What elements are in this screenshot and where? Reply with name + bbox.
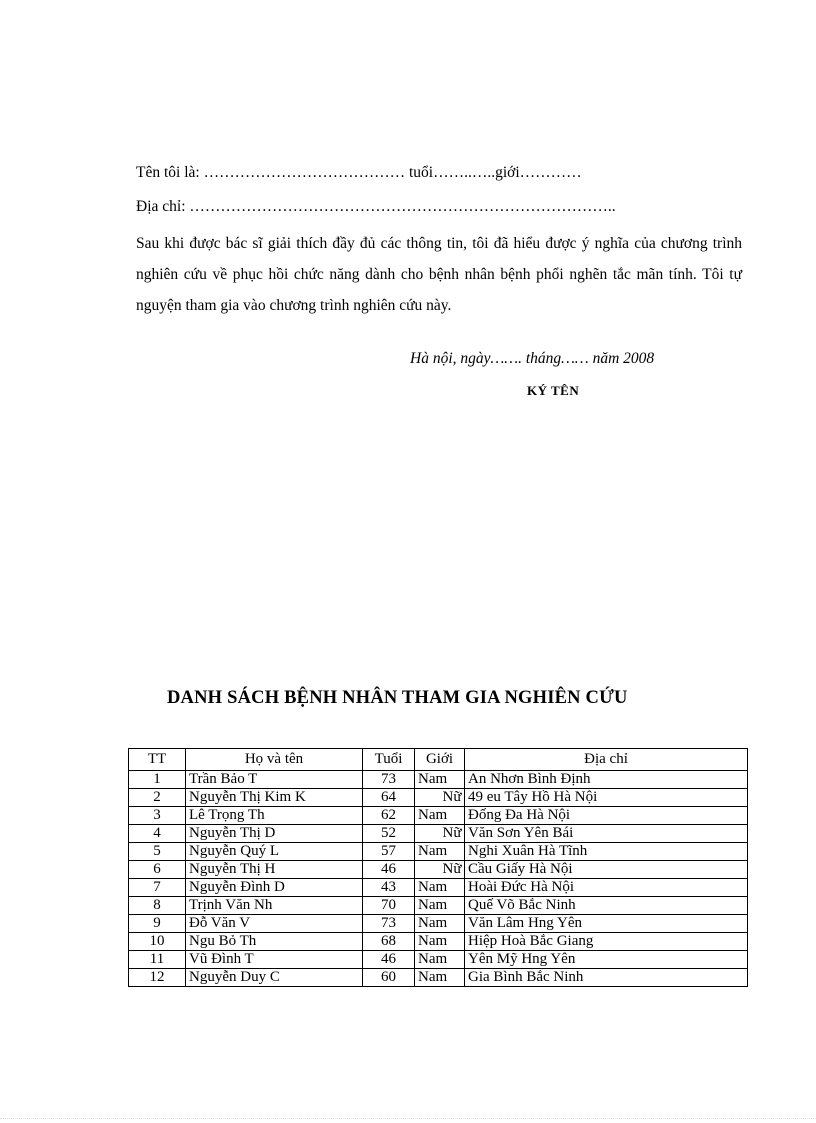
row-tt: 6: [129, 861, 186, 879]
row-age: 68: [363, 933, 415, 951]
row-address: Cầu Giấy Hà Nội: [465, 861, 748, 879]
row-sex-male: Nam: [415, 879, 440, 897]
table-row: [129, 879, 748, 897]
row-sex-male: Nam: [415, 771, 440, 789]
row-sex-male: Nam: [415, 807, 440, 825]
row-age: 62: [363, 807, 415, 825]
row-sex-male: [415, 789, 440, 807]
row-address: Quế Võ Bắc Ninh: [465, 897, 748, 915]
row-age: 64: [363, 789, 415, 807]
row-address: Hiệp Hoà Bắc Giang: [465, 933, 748, 951]
row-sex-male: [415, 825, 440, 843]
row-sex-female: Nữ: [440, 825, 465, 843]
row-address: Văn Lâm Hng Yên: [465, 915, 748, 933]
row-name: Nguyễn Thị Kim K: [186, 789, 363, 807]
table-body: [129, 771, 748, 987]
signature-label: KÝ TÊN: [527, 383, 580, 398]
row-name: Trịnh Văn Nh: [186, 897, 363, 915]
row-name: Trần Bảo T: [186, 771, 363, 789]
row-sex-male: [415, 861, 440, 879]
header-tt: TT: [129, 749, 186, 771]
page-bottom-rule: [0, 1118, 816, 1119]
date-line: Hà nội, ngày……. tháng…… năm 2008: [410, 350, 655, 367]
row-age: 73: [363, 771, 415, 789]
row-tt: 11: [129, 951, 186, 969]
row-tt: 2: [129, 789, 186, 807]
row-age: 43: [363, 879, 415, 897]
row-address: Đống Đa Hà Nội: [465, 807, 748, 825]
row-name: Ngu Bỏ Th: [186, 933, 363, 951]
table-row: [129, 969, 748, 987]
table-row: [129, 771, 748, 789]
patient-list-title: DANH SÁCH BỆNH NHÂN THAM GIA NGHIÊN CỨU: [167, 688, 628, 708]
row-address: 49 eu Tây Hồ Hà Nội: [465, 789, 748, 807]
row-sex-male: Nam: [415, 897, 440, 915]
row-name: Nguyễn Duy C: [186, 969, 363, 987]
table-row: [129, 861, 748, 879]
name-age-sex-line: Tên tôi là: ………………………………… tuổi……..…..giới…………: [136, 164, 582, 181]
row-name: Nguyễn Thị H: [186, 861, 363, 879]
row-sex-male: Nam: [415, 951, 440, 969]
row-address: Nghi Xuân Hà Tĩnh: [465, 843, 748, 861]
row-age: 70: [363, 897, 415, 915]
row-sex-male: Nam: [415, 933, 440, 951]
row-tt: 5: [129, 843, 186, 861]
table-row: [129, 897, 748, 915]
row-tt: 12: [129, 969, 186, 987]
row-sex-male: Nam: [415, 915, 440, 933]
row-name: Lê Trọng Th: [186, 807, 363, 825]
header-address: Địa chỉ: [465, 749, 748, 771]
table-row: [129, 807, 748, 825]
row-address: Văn Sơn Yên Bái: [465, 825, 748, 843]
row-age: 57: [363, 843, 415, 861]
row-sex-male: Nam: [415, 843, 440, 861]
consent-paragraph: Sau khi được bác sĩ giải thích đầy đủ các thông tin, tôi đã hiểu được ý nghĩa của chương trình nghiên cứu về phục hồi chức năng dành cho bệnh nhân bệnh phổi nghẽn tắc mãn tính. Tôi tự nguyện tham gia vào chương trình nghiên cứu này.: [136, 235, 742, 314]
table-row: [129, 843, 748, 861]
table-row: [129, 933, 748, 951]
row-sex-female: Nữ: [440, 861, 465, 879]
row-address: Hoài Đức Hà Nội: [465, 879, 748, 897]
row-tt: 3: [129, 807, 186, 825]
table-row: [129, 915, 748, 933]
table-header-row: [129, 749, 748, 771]
row-tt: 4: [129, 825, 186, 843]
row-age: 46: [363, 951, 415, 969]
row-tt: 7: [129, 879, 186, 897]
header-age: Tuổi: [363, 749, 415, 771]
row-tt: 8: [129, 897, 186, 915]
patient-table: [128, 748, 748, 987]
row-name: Nguyễn Đình D: [186, 879, 363, 897]
table-row: [129, 789, 748, 807]
header-name: Họ và tên: [186, 749, 363, 771]
row-age: 52: [363, 825, 415, 843]
row-address: Yên Mỹ Hng Yên: [465, 951, 748, 969]
row-name: Nguyễn Quý L: [186, 843, 363, 861]
row-name: Nguyễn Thị D: [186, 825, 363, 843]
row-address: Gia Bình Bắc Ninh: [465, 969, 748, 987]
row-sex-male: Nam: [415, 969, 440, 987]
address-line: Địa chỉ: ………………………………………………………………………..: [136, 198, 616, 215]
row-address: An Nhơn Bình Định: [465, 771, 748, 789]
row-age: 46: [363, 861, 415, 879]
row-name: Đỗ Văn V: [186, 915, 363, 933]
row-tt: 9: [129, 915, 186, 933]
row-age: 60: [363, 969, 415, 987]
row-age: 73: [363, 915, 415, 933]
header-sex: Giới: [415, 749, 465, 771]
table-row: [129, 951, 748, 969]
row-tt: 1: [129, 771, 186, 789]
row-name: Vũ Đình T: [186, 951, 363, 969]
table-row: [129, 825, 748, 843]
row-sex-female: Nữ: [440, 789, 465, 807]
row-tt: 10: [129, 933, 186, 951]
